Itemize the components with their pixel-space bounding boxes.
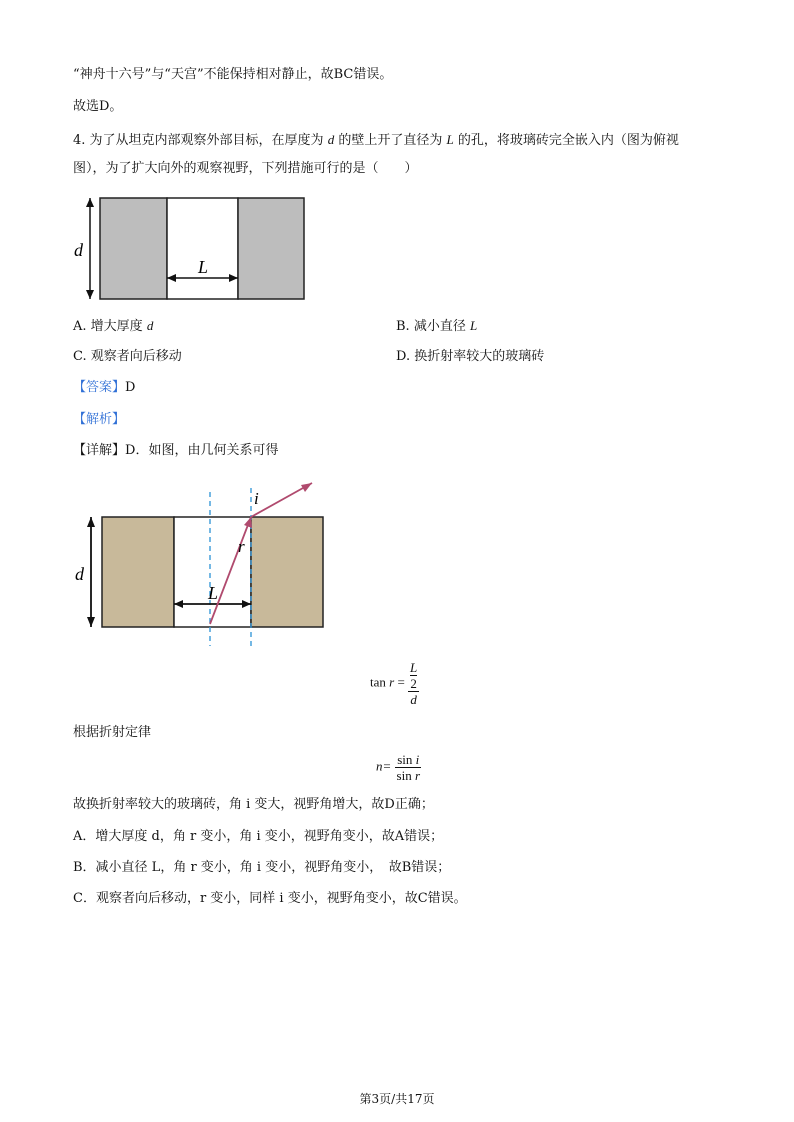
option-A-text: 增大厚度 [90, 319, 143, 334]
option-B-label: B. [396, 319, 410, 334]
figure2-label-L: L [208, 583, 219, 603]
eq1-inner-fraction [408, 660, 419, 692]
question-text-part1: 为了从坦克内部观察外部目标，在厚度为 [89, 133, 324, 148]
eq1-equals: = [397, 674, 405, 690]
analysis-bracket: 【解析】 [73, 412, 126, 427]
wall-right [238, 198, 304, 299]
prev-choice-line: 故选D。 [73, 99, 123, 114]
analysis-line [73, 411, 125, 429]
option-B[interactable] [396, 317, 477, 336]
eq2-numerator: sin i [397, 752, 420, 767]
wall-right-2 [251, 517, 323, 627]
eq2-fraction [395, 752, 422, 783]
glass-hole [167, 198, 238, 299]
conclusion-C: C．观察者向后移动，r 变小，同样 i 变小，视野角变小，故C错误。 [73, 891, 467, 906]
wall-left-2 [102, 517, 174, 627]
page-footer: 第3页/共17页 [359, 1092, 435, 1106]
conclusion-A: A．增大厚度 d，角 r 变小，角 i 变小，视野角变小，故A错误； [73, 829, 444, 844]
option-C-label: C. [73, 349, 87, 364]
conclusion-D: 故换折射率较大的玻璃砖，角 i 变大，视野角增大，故D正确； [73, 797, 434, 812]
question-text-part3: 的孔，将玻璃砖完全嵌入内（图为俯视 [457, 133, 679, 148]
option-B-text: 减小直径 [413, 319, 466, 334]
option-C-text: 观察者向后移动 [90, 349, 182, 364]
eq2-denominator: sin r [396, 768, 421, 783]
question-var-L: L [446, 132, 454, 147]
refraction-law-text: 根据折射定律 [73, 725, 152, 740]
answer-line [73, 379, 135, 397]
option-A-var: d [146, 318, 154, 333]
figure-1-top-view [72, 190, 312, 305]
equation-tan-r [370, 660, 419, 707]
detail-bracket: 【详解】 [73, 443, 126, 458]
option-D-label: D. [396, 349, 411, 364]
option-A[interactable] [73, 317, 153, 336]
question-4-line2: 图），为了扩大向外的观察视野，下列措施可行的是（ ） [73, 161, 418, 176]
conclusion-B: B．减小直径 L，角 r 变小，角 i 变小，视野角变小， 故B错误； [73, 860, 451, 875]
figure2-label-i: i [254, 489, 259, 508]
eq1-r: r [389, 674, 395, 690]
question-var-d: d [327, 132, 335, 147]
glass-hole-2 [174, 517, 251, 627]
eq1-fraction [408, 660, 419, 707]
eq1-tan: tan [370, 674, 386, 690]
question-text-part2: 的壁上开了直径为 [338, 133, 443, 148]
eq1-L: L [410, 660, 418, 675]
detail-line [73, 442, 278, 460]
option-D[interactable] [396, 348, 544, 366]
answer-bracket: 【答案】 [73, 380, 126, 395]
figure-2-ray-diagram [72, 480, 332, 652]
eq1-2: 2 [410, 676, 417, 691]
figure1-label-d: d [74, 240, 83, 260]
wall-left [100, 198, 167, 299]
eq1-d: d [410, 692, 417, 707]
figure2-label-d: d [75, 564, 84, 584]
option-C[interactable] [73, 348, 182, 366]
option-A-label: A. [73, 319, 87, 334]
detail-text: D．如图，由几何关系可得 [125, 443, 279, 458]
option-B-var: L [469, 318, 478, 333]
figure2-label-r: r [238, 537, 245, 556]
answer-value: D [125, 380, 136, 395]
equation-snell [376, 752, 422, 783]
figure1-label-L: L [198, 257, 209, 277]
prev-answer-line: “神舟十六号”与“天宫”不能保持相对静止，故BC错误。 [73, 67, 393, 82]
question-4-line1 [73, 131, 679, 150]
question-number: 4. [73, 133, 86, 148]
option-D-text: 换折射率较大的玻璃砖 [414, 349, 545, 364]
eq2-n: n= [376, 758, 392, 774]
